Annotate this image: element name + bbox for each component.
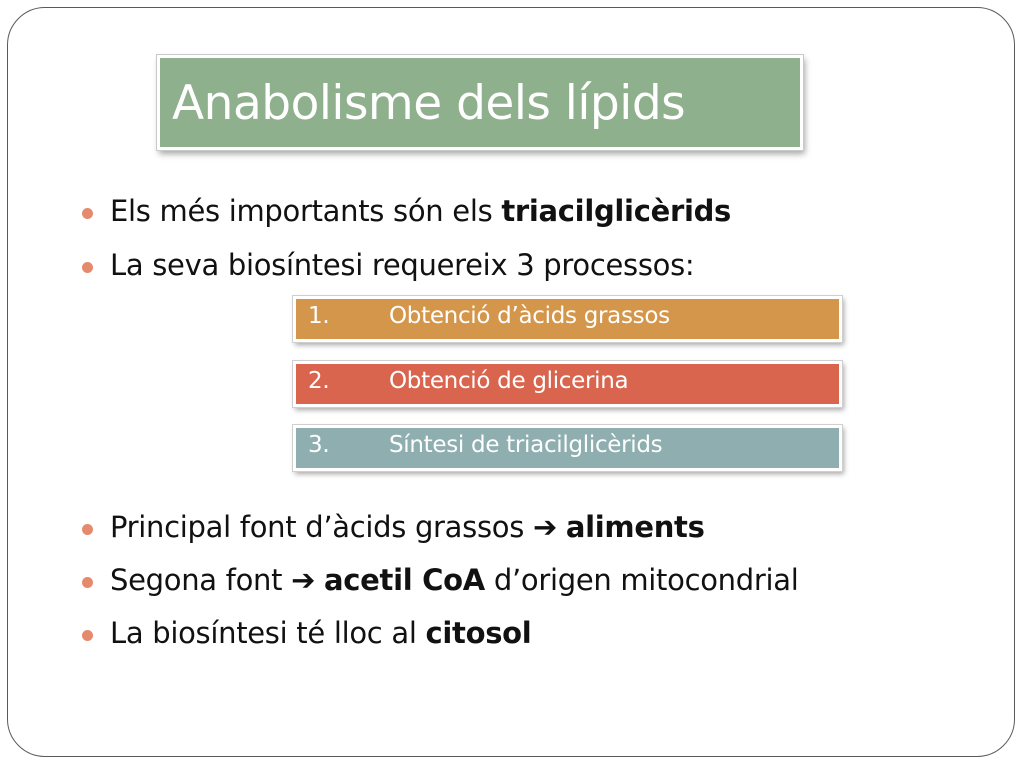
title-box (157, 55, 803, 150)
bullet-text: Principal font d’àcids grassos ➔ aliments (110, 510, 705, 544)
bullet-text: Segona font ➔ acetil CoA d’origen mitocondrial (110, 563, 799, 597)
bullet-text: La seva biosíntesi requereix 3 processos: (110, 248, 695, 282)
process-number: 1. (308, 303, 330, 329)
bullet-dot-icon (82, 577, 93, 588)
bullet-bold-term: aliments (565, 510, 705, 544)
process-label: Síntesi de triacilglicèrids (389, 432, 663, 458)
page-title: Anabolisme dels lípids (172, 76, 686, 131)
bullet-bold-term: citosol (425, 616, 532, 650)
process-number: 2. (308, 368, 330, 394)
bullet-bold-term: triacilglicèrids (501, 194, 732, 228)
process-label: Obtenció de glicerina (389, 368, 629, 394)
process-box-2 (293, 361, 842, 407)
arrow-right-icon: ➔ (532, 510, 557, 544)
bullet-text: La biosíntesi té lloc al citosol (110, 616, 532, 650)
arrow-right-icon: ➔ (291, 563, 316, 597)
bullet-bold-term: acetil CoA (324, 563, 485, 597)
process-box-1 (293, 296, 842, 342)
bullet-dot-icon (82, 524, 93, 535)
bullet-dot-icon (82, 262, 93, 273)
process-label: Obtenció d’àcids grassos (389, 303, 670, 329)
process-number: 3. (308, 432, 330, 458)
process-box-3 (293, 425, 842, 471)
bullet-dot-icon (82, 630, 93, 641)
bullet-text: Els més importants són els triacilglicèrids (110, 194, 732, 228)
bullet-dot-icon (82, 208, 93, 219)
